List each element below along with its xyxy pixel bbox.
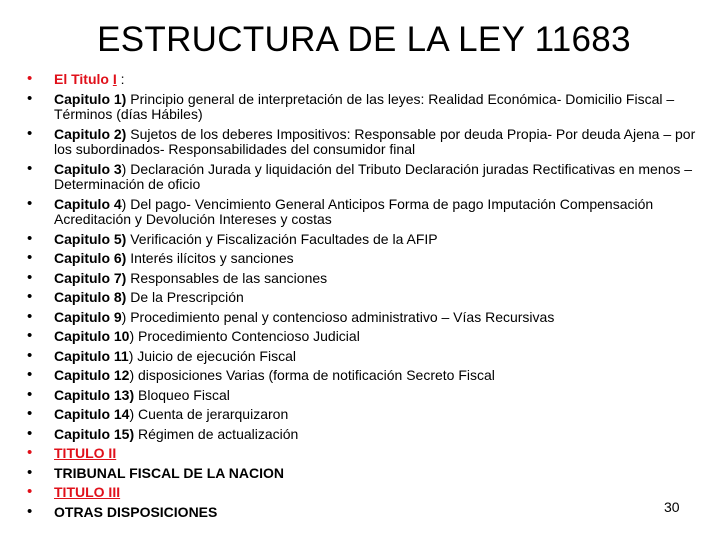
list-item-capitulo-14 <box>27 407 707 423</box>
list-item-capitulo-2 <box>27 124 707 158</box>
bullet-icon: • <box>27 424 33 442</box>
list-item-capitulo-1 <box>27 89 707 123</box>
list-item-tribunal-fiscal <box>27 463 707 482</box>
capitulo-label: Capitulo 4 <box>54 195 122 212</box>
bullet-icon: • <box>27 194 33 212</box>
list-item-capitulo-10 <box>27 329 707 345</box>
titulo-3-label: TITULO III <box>54 484 121 500</box>
bullet-icon: • <box>27 288 33 305</box>
capitulo-text: ) Procedimiento penal y contencioso administrativo – Vías Recursivas <box>121 308 555 325</box>
list-item-capitulo-13 <box>27 385 707 404</box>
capitulo-text: De la Prescripción <box>126 289 244 305</box>
list-item-capitulo-12 <box>27 368 707 384</box>
capitulo-text: Régimen de actualización <box>134 425 299 442</box>
bullet-icon: • <box>27 124 33 142</box>
bullet-icon: • <box>27 366 33 383</box>
capitulo-label: Capitulo 9 <box>54 308 122 325</box>
capitulo-label: Capitulo 11 <box>54 347 129 364</box>
titulo-2-label: TITULO II <box>54 445 117 461</box>
page-number: 30 <box>664 499 680 515</box>
capitulo-text: Interés ilícitos y sanciones <box>126 250 294 266</box>
bullet-list <box>27 72 707 524</box>
capitulo-label: Capitulo 1) <box>54 90 127 107</box>
capitulo-label: Capitulo 6) <box>54 250 127 266</box>
capitulo-text: ) Juicio de ejecución Fiscal <box>128 347 296 364</box>
bullet-icon: • <box>27 444 33 461</box>
capitulo-text: Bloqueo Fiscal <box>134 386 230 403</box>
capitulo-label: Capitulo 12 <box>54 367 130 383</box>
capitulo-text: Sujetos de los deberes Impositivos: Responsable por deuda Propia- Por deuda Ajena – por los subordinados- Responsabilidades del consumidor final <box>54 125 696 157</box>
capitulo-label: Capitulo 10 <box>54 328 130 344</box>
bullet-icon: • <box>27 405 33 422</box>
bullet-icon: • <box>27 268 33 286</box>
capitulo-text: ) disposiciones Varias (forma de notificación Secreto Fiscal <box>129 367 495 383</box>
list-item-titulo-1 <box>27 72 707 88</box>
bullet-icon: • <box>27 229 33 247</box>
capitulo-text: ) Procedimiento Contencioso Judicial <box>129 328 360 344</box>
list-item-titulo-3 <box>27 485 707 501</box>
bullet-icon: • <box>27 159 33 177</box>
titulo-1-numeral: I <box>112 71 117 87</box>
list-item-capitulo-7 <box>27 268 707 287</box>
bullet-icon: • <box>27 385 33 403</box>
list-item-titulo-2 <box>27 446 707 462</box>
list-item-capitulo-5 <box>27 229 707 248</box>
list-item-otras-disposiciones <box>27 502 707 521</box>
capitulo-text: ) Cuenta de jerarquizaron <box>129 406 289 422</box>
bullet-icon: • <box>27 307 33 325</box>
bullet-icon: • <box>27 327 33 344</box>
bullet-icon: • <box>27 346 33 364</box>
capitulo-text: ) Del pago- Vencimiento General Anticipos Forma de pago Imputación Compensación Acreditación y Devolución Intereses y costas <box>54 195 654 227</box>
slide-title: ESTRUCTURA DE LA LEY 11683 <box>97 20 631 59</box>
bullet-icon: • <box>27 463 33 481</box>
capitulo-label: Capitulo 13) <box>54 386 135 403</box>
capitulo-label: Capitulo 15) <box>54 425 135 442</box>
list-item-capitulo-8 <box>27 290 707 306</box>
capitulo-label: Capitulo 14 <box>54 406 130 422</box>
list-item-capitulo-15 <box>27 424 707 443</box>
bullet-icon: • <box>27 249 33 266</box>
tribunal-fiscal-label: TRIBUNAL FISCAL DE LA NACION <box>54 464 284 481</box>
capitulo-text: Principio general de interpretación de las leyes: Realidad Económica- Domicilio Fiscal – Términos (días Hábiles) <box>54 90 675 122</box>
capitulo-text: ) Declaración Jurada y liquidación del Tributo Declaración juradas Rectificativas en menos – Determinación de oficio <box>54 160 693 192</box>
capitulo-label: Capitulo 5) <box>54 230 127 247</box>
list-item-capitulo-6 <box>27 251 707 267</box>
list-item-capitulo-11 <box>27 346 707 365</box>
bullet-icon: • <box>27 70 33 87</box>
bullet-icon: • <box>27 502 33 520</box>
capitulo-text: Responsables de las sanciones <box>126 269 328 286</box>
bullet-icon: • <box>27 483 33 500</box>
titulo-1-label: El Titulo <box>54 71 113 87</box>
list-item-capitulo-9 <box>27 307 707 326</box>
capitulo-text: Verificación y Fiscalización Facultades de la AFIP <box>126 230 438 247</box>
capitulo-label: Capitulo 8) <box>54 289 127 305</box>
capitulo-label: Capitulo 7) <box>54 269 127 286</box>
list-item-capitulo-3 <box>27 159 707 193</box>
titulo-1-suffix: : <box>116 71 125 87</box>
list-item-capitulo-4 <box>27 194 707 228</box>
otras-disposiciones-label: OTRAS DISPOSICIONES <box>54 503 218 520</box>
capitulo-label: Capitulo 3 <box>54 160 122 177</box>
bullet-icon: • <box>27 89 33 107</box>
capitulo-label: Capitulo 2) <box>54 125 127 142</box>
